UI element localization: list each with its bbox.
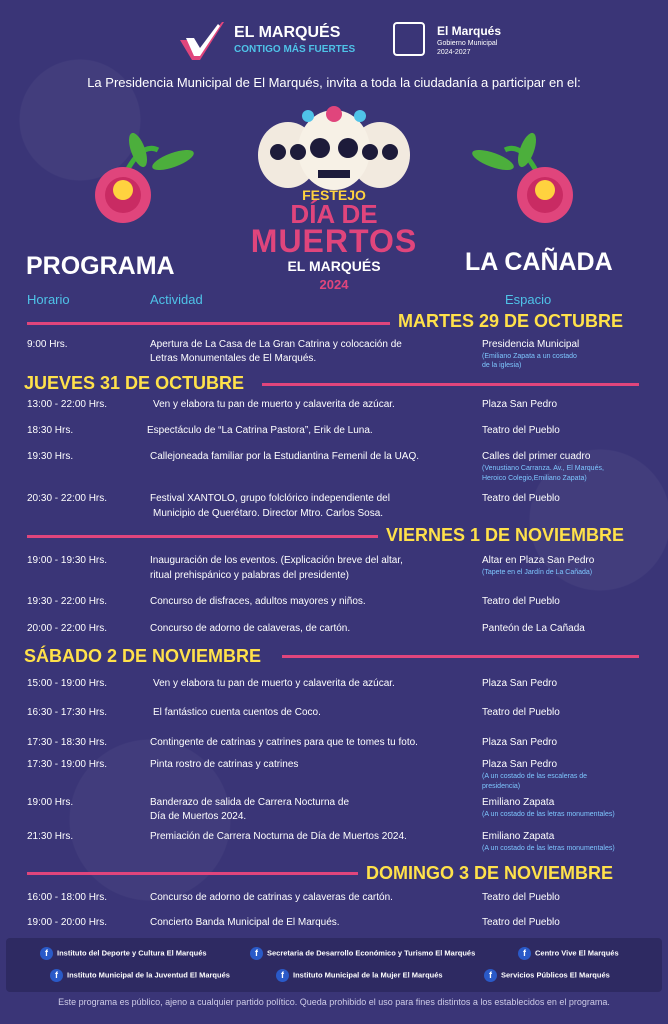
- row-time: 19:30 - 22:00 Hrs.: [27, 596, 108, 607]
- government-logo: [393, 22, 533, 62]
- row-time: 20:30 - 22:00 Hrs.: [27, 493, 108, 504]
- row-note-cont: Heroico Colegio,Emiliano Zapata): [482, 475, 587, 482]
- row-activity: Concurso de adorno de calaveras, de cartón.: [150, 623, 351, 634]
- day-title-tuesday: MARTES 29 DE OCTUBRE: [398, 311, 624, 331]
- row-activity: Premiación de Carrera Nocturna de Día de Muertos 2024.: [150, 831, 407, 842]
- facebook-icon: f: [40, 947, 53, 960]
- row-place: Altar en Plaza San Pedro: [482, 555, 595, 566]
- footer-link[interactable]: [518, 947, 619, 960]
- footer-link-label: Instituto del Deporte y Cultura El Marqués: [57, 948, 207, 958]
- row-activity: Ven y elabora tu pan de muerto y calaverita de azúcar.: [153, 399, 395, 410]
- footer-link-label: Secretaria de Desarrollo Económico y Turismo El Marqués: [267, 948, 476, 958]
- row-place: Teatro del Pueblo: [482, 707, 560, 718]
- row-activity-cont: Letras Monumentales de El Marqués.: [150, 353, 317, 364]
- row-place: Plaza San Pedro: [482, 399, 558, 410]
- footer-links: [6, 938, 662, 992]
- row-activity: Apertura de La Casa de La Gran Catrina y colocación de: [150, 339, 402, 350]
- row-activity-cont: Municipio de Querétaro. Director Mtro. Carlos Sosa.: [153, 508, 384, 519]
- row-activity: Espectáculo de “La Catrina Pastora”, Erik de Luna.: [147, 425, 373, 436]
- column-activity: Actividad: [150, 292, 203, 307]
- row-activity: Inauguración de los eventos. (Explicación breve del altar,: [150, 555, 403, 566]
- row-activity: Pinta rostro de catrinas y catrines: [150, 759, 299, 770]
- row-place: Teatro del Pueblo: [482, 596, 560, 607]
- day-divider: [27, 872, 358, 875]
- government-years: 2024-2027: [437, 49, 471, 56]
- row-note: (A un costado de las escaleras de: [482, 773, 588, 780]
- row-time: 15:00 - 19:00 Hrs.: [27, 678, 108, 689]
- brand-name: EL MARQUÉS: [234, 24, 341, 41]
- footer-link[interactable]: [484, 969, 610, 982]
- event-logo-line2: DÍA DE: [290, 199, 378, 229]
- row-note: (Venustiano Carranza. Av., El Marqués,: [482, 465, 604, 472]
- row-place: Teatro del Pueblo: [482, 892, 560, 903]
- day-title-friday: VIERNES 1 DE NOVIEMBRE: [386, 525, 625, 545]
- footer-link-label: Instituto Municipal de la Juventud El Marqués: [67, 970, 230, 980]
- footer-link-label: Centro Vive El Marqués: [535, 948, 619, 958]
- row-note: (A un costado de las letras monumentales): [482, 845, 615, 852]
- marigold-flower-left-icon: [78, 130, 203, 235]
- footer-link[interactable]: [276, 969, 443, 982]
- row-time: 19:00 - 20:00 Hrs.: [27, 917, 108, 928]
- row-time: 19:00 - 19:30 Hrs.: [27, 555, 108, 566]
- row-activity-cont: Día de Muertos 2024.: [150, 811, 247, 822]
- row-place: Plaza San Pedro: [482, 678, 558, 689]
- government-subtitle: Gobierno Municipal: [437, 40, 498, 47]
- footer-link-label: Servicios Públicos El Marqués: [501, 970, 610, 980]
- facebook-icon: f: [276, 969, 289, 982]
- row-activity: Ven y elabora tu pan de muerto y calaverita de azúcar.: [153, 678, 395, 689]
- government-name: El Marqués: [437, 24, 502, 38]
- row-note-cont: de la iglesia): [482, 362, 522, 369]
- footer-link-label: Instituto Municipal de la Mujer El Marqués: [293, 970, 443, 980]
- footer-link[interactable]: [50, 969, 230, 982]
- row-place: Teatro del Pueblo: [482, 917, 560, 928]
- event-logo: [218, 95, 450, 300]
- brand-logo-el-marques: [178, 20, 378, 60]
- event-logo-line1: FESTEJO: [302, 187, 366, 203]
- column-time: Horario: [27, 292, 70, 307]
- row-time: 19:30 Hrs.: [27, 451, 74, 462]
- row-place: Plaza San Pedro: [482, 759, 558, 770]
- row-activity: Banderazo de salida de Carrera Nocturna de: [150, 797, 350, 808]
- facebook-icon: f: [518, 947, 531, 960]
- day-divider: [27, 535, 378, 538]
- row-time: 17:30 - 19:00 Hrs.: [27, 759, 108, 770]
- row-place: Emiliano Zapata: [482, 797, 555, 808]
- row-time: 20:00 - 22:00 Hrs.: [27, 623, 108, 634]
- location-title: LA CAÑADA: [465, 248, 613, 276]
- row-activity-cont: ritual prehispánico y palabras del presidente): [150, 570, 350, 581]
- row-time: 18:30 Hrs.: [27, 425, 74, 436]
- facebook-icon: f: [250, 947, 263, 960]
- row-place: Plaza San Pedro: [482, 737, 558, 748]
- row-time: 9:00 Hrs.: [27, 339, 68, 350]
- row-activity: El fantástico cuenta cuentos de Coco.: [153, 707, 321, 718]
- check-logo-icon: [178, 20, 226, 60]
- row-place: Teatro del Pueblo: [482, 425, 560, 436]
- crest-icon: [393, 22, 425, 56]
- day-divider: [262, 383, 639, 386]
- row-activity: Callejoneada familiar por la Estudiantina Femenil de la UAQ.: [150, 451, 420, 462]
- day-divider: [282, 655, 639, 658]
- row-time: 17:30 - 18:30 Hrs.: [27, 737, 108, 748]
- row-place: Teatro del Pueblo: [482, 493, 560, 504]
- facebook-icon: f: [50, 969, 63, 982]
- day-title-sunday: DOMINGO 3 DE NOVIEMBRE: [366, 863, 614, 883]
- row-time: 19:00 Hrs.: [27, 797, 74, 808]
- row-time: 21:30 Hrs.: [27, 831, 74, 842]
- brand-slogan: CONTIGO MÁS FUERTES: [234, 44, 356, 55]
- row-time: 16:30 - 17:30 Hrs.: [27, 707, 108, 718]
- row-place: Calles del primer cuadro: [482, 451, 591, 462]
- invitation-text: La Presidencia Municipal de El Marqués, invita a toda la ciudadanía a participar en el:: [87, 75, 581, 90]
- event-logo-line4: EL MARQUÉS: [287, 258, 381, 274]
- row-note-cont: presidencia): [482, 783, 521, 790]
- column-place: Espacio: [505, 292, 552, 307]
- footer-link[interactable]: [40, 947, 207, 960]
- row-time: 16:00 - 18:00 Hrs.: [27, 892, 108, 903]
- marigold-flower-right-icon: [465, 130, 590, 235]
- day-divider: [27, 322, 390, 325]
- row-place: Presidencia Municipal: [482, 339, 580, 350]
- row-place: Emiliano Zapata: [482, 831, 555, 842]
- row-note: (Emiliano Zapata a un costado: [482, 353, 577, 360]
- row-activity: Concurso de disfraces, adultos mayores y niños.: [150, 596, 366, 607]
- footer-link[interactable]: [250, 947, 475, 960]
- day-title-saturday: SÁBADO 2 DE NOVIEMBRE: [24, 646, 262, 666]
- day-title-thursday: JUEVES 31 DE OCTUBRE: [24, 373, 245, 393]
- row-time: 13:00 - 22:00 Hrs.: [27, 399, 108, 410]
- row-place: Panteón de La Cañada: [482, 623, 585, 634]
- program-title: PROGRAMA: [26, 252, 175, 280]
- row-activity: Concurso de adorno de catrinas y calaveras de cartón.: [150, 892, 393, 903]
- row-activity: Contingente de catrinas y catrines para que te tomes tu foto.: [150, 737, 418, 748]
- event-logo-line5: 2024: [319, 277, 349, 292]
- row-activity: Concierto Banda Municipal de El Marqués.: [150, 917, 340, 928]
- disclaimer: Este programa es público, ajeno a cualquier partido político. Queda prohibido el uso para fines distintos a los establecidos en el programa.: [58, 997, 610, 1007]
- event-logo-line3: MUERTOS: [250, 223, 418, 259]
- row-note: (A un costado de las letras monumentales): [482, 811, 615, 818]
- row-note: (Tapete en el Jardín de La Cañada): [482, 569, 593, 576]
- row-activity: Festival XANTOLO, grupo folclórico independiente del: [150, 493, 390, 504]
- facebook-icon: f: [484, 969, 497, 982]
- skulls-icon: [248, 100, 420, 195]
